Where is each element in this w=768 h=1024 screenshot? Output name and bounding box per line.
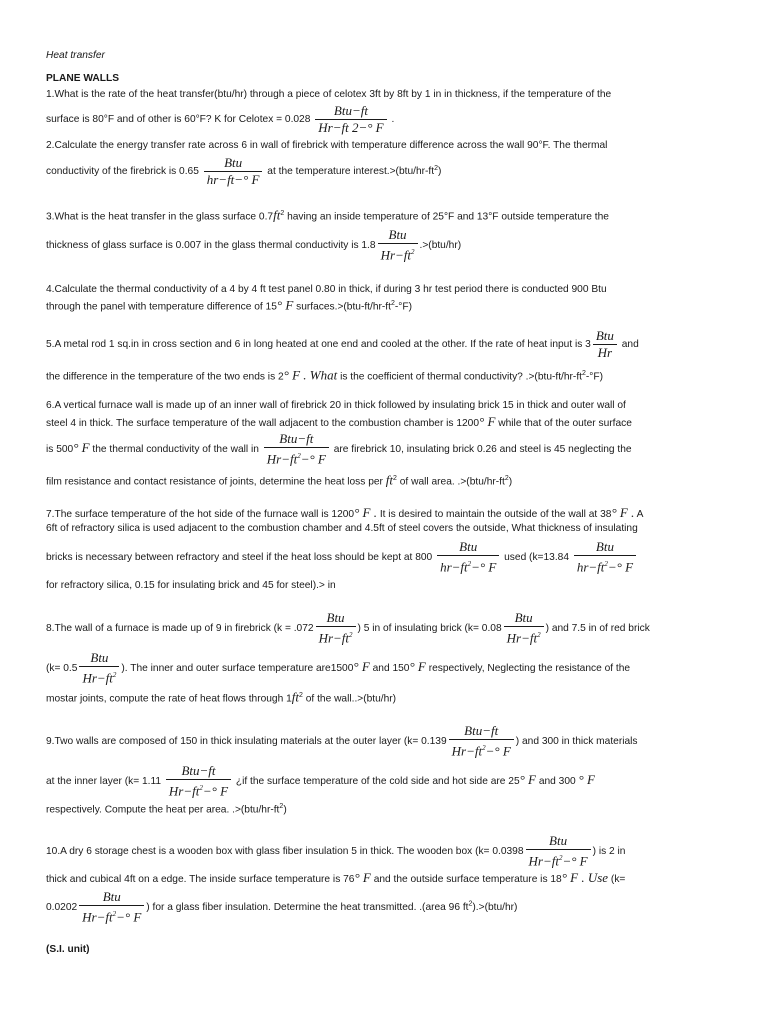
problem-5-line-2: the difference in the temperature of the two ends is 2° F . What is the coefficient of thermal conductivity? $.>(btu-ft/hr-ft^2-^\circ F)$ <box>46 367 603 383</box>
fraction: $\frac{\text{Btu−ft}}{Hr-ft 2-^\circ F}$ <box>315 104 386 135</box>
problem-9-line-1: 9.Two walls are composed of 150 in thick insulating materials at the outer layer (k= 0.139 $\frac{\text{Btu−ft}}{Hr-ft^2-^\circ F}$ ) and 300 in thick materials <box>46 723 638 759</box>
problem-7-line-1: 7.The surface temperature of the hot side of the furnace wall is 1200° F . It is desired to maintain the outside of the wall at 38° F . A <box>46 505 644 520</box>
fraction: $\frac{\text{Btu−ft}}{Hr-ft^2-^\circ F}$ <box>166 764 231 798</box>
fraction: $\frac{\text{Btu}}{Hr-ft^2-^\circ F}$ <box>526 834 591 868</box>
fraction: $\frac{\text{Btu}}{Hr}$ <box>593 329 617 360</box>
fraction: $\frac{\text{Btu}}{Hr-ft^2}$ <box>378 228 418 262</box>
problem-1-line-2: surface is 80°F and of other is 60°F? K for Celotex = 0.028 $\frac{\text{Btu−ft}}{Hr-ft 2-^\circ F}$ . <box>46 103 395 135</box>
problem-10-line-3: 0.0202 $\frac{\text{Btu}}{Hr-ft^2-^\circ F}$ ) for a glass fiber insulation. Determine the heat transmitted. .(area 96 $ft^2).>(btu/hr)$ <box>46 889 518 925</box>
problem-6-line-4: film resistance and contact resistance of joints, determine the heat loss per $ft^2$ of wall area. $.>(btu/hr-ft^2)$ <box>46 472 513 488</box>
problem-4-line-1: 4.Calculate the thermal conductivity of a 4 by 4 ft test panel 0.80 in thick, if during 3 hr test period there is conducted 900 Btu <box>46 284 607 295</box>
fraction: $\frac{\text{Btu}}{hr-ft^2-^\circ F}$ <box>437 540 499 574</box>
problem-2-line-1: 2.Calculate the energy transfer rate across 6 in wall of firebrick with temperature difference across the wall 90°F. The thermal <box>46 140 608 151</box>
fraction: $\frac{\text{Btu}}{Hr-ft^2}$ <box>79 651 119 685</box>
problem-10-line-2: thick and cubical 4ft on a edge. The inside surface temperature is 76° F and the outside surface temperature is 18° F . Use (k= <box>46 870 626 885</box>
fraction: $\frac{\text{Btu−ft}}{Hr-ft^2-^\circ F}$ <box>264 432 329 466</box>
page-title: Heat transfer <box>46 50 105 61</box>
fraction: $\frac{\text{Btu−ft}}{Hr-ft^2-^\circ F}$ <box>449 724 514 758</box>
problem-8-line-3: mostar joints, compute the rate of heat flows through $1ft^2$ of the wall..>(btu/hr) <box>46 689 397 705</box>
problem-5-line-1: 5.A metal rod 1 sq.in in cross section and 6 in long heated at one end and cooled at the other. If the rate of heat input is 3 $\frac{\text{Btu}}{Hr}$ and <box>46 328 639 360</box>
problem-8-line-1: 8.The wall of a furnace is made up of 9 in firebrick (k = .072 $\frac{\text{Btu}}{Hr-ft^2}$ ) 5 in of insulating brick (k= 0.08 $\frac{\text{Btu}}{Hr-ft^2}$ ) and 7.5 in of red brick <box>46 610 650 646</box>
problem-6-line-2: steel 4 in thick. The surface temperature of the wall adjacent to the combustion chamber is 1200° F while that of the outer surface <box>46 414 632 429</box>
fraction: $\frac{\text{Btu}}{hr-ft^2-^\circ F}$ <box>574 540 636 574</box>
problem-1-line-1: 1.What is the rate of the heat transfer(btu/hr) through a piece of celotex 3ft by 8ft by 1 in in thickness, if the temperature of the <box>46 89 612 100</box>
problem-4-line-2: through the panel with temperature difference of 15° F $surfaces.>(btu-ft/hr-ft^2-^\circ F)$ <box>46 297 412 313</box>
problem-3-line-1: 3.What is the heat transfer in the glass surface $0.7ft^2$ having an inside temperature of 25°F and 13°F outside temperature the <box>46 207 609 223</box>
problem-7-line-2: 6ft of refractory silica is used adjacent to the combustion chamber and 4.5ft of steel covers the outside, What thickness of insulating <box>46 523 638 534</box>
fraction: $\frac{\text{Btu}}{Hr-ft^2}$ <box>316 611 356 645</box>
problem-7-line-3: bricks is necessary between refractory and steel if the heat loss should be kept at 800 $\frac{\text{Btu}}{hr-ft^2-^\circ F}$ used (k=13.84 $\frac{\text{Btu}}{hr-ft^2-^\circ F}$ <box>46 540 638 574</box>
problem-3-line-2: thickness of glass surface is 0.007 in the glass thermal conductivity is 1.8 $\frac{\text{Btu}}{Hr-ft^2}$ .>(btu/hr) <box>46 227 462 263</box>
problem-10-line-1: 10.A dry 6 storage chest is a wooden box with glass fiber insulation 5 in thick. The wooden box (k= 0.0398 $\frac{\text{Btu}}{Hr-ft^2-^\circ F}$ ) is 2 in <box>46 833 626 869</box>
problem-6-line-3: is 500° F the thermal conductivity of the wall in $\frac{\text{Btu−ft}}{Hr-ft^2-^\circ F}$ are firebrick 10, insulating brick 0.26 and steel is 45 neglecting the <box>46 431 632 467</box>
problem-7-line-4: for refractory silica, 0.15 for insulating brick and 45 for steel).> in <box>46 580 336 591</box>
problem-2-line-2: conductivity of the firebrick is 0.65 $\frac{\text{Btu}}{hr-ft-^\circ F}$ at the temperature $interest.>(btu/hr-ft^2)$ <box>46 155 442 187</box>
section-heading: PLANE WALLS <box>46 73 120 84</box>
problem-9-line-2: at the inner layer (k= 1.11 $\frac{\text{Btu−ft}}{Hr-ft^2-^\circ F}$ ¿if the surface temperature of the cold side and hot side are 25° F and 300 ° F <box>46 763 595 799</box>
problem-8-line-2: (k= 0.5 $\frac{\text{Btu}}{Hr-ft^2}$ ). The inner and outer surface temperature are1500° F and 150° F respectively, Neglecting the resistance of the <box>46 650 631 686</box>
fraction: $\frac{\text{Btu}}{Hr-ft^2-^\circ F}$ <box>79 890 144 924</box>
footer-note: (S.I. unit) <box>46 944 90 955</box>
fraction: $\frac{\text{Btu}}{hr-ft-^\circ F}$ <box>204 156 263 187</box>
fraction: $\frac{\text{Btu}}{Hr-ft^2}$ <box>504 611 544 645</box>
problem-9-line-3: respectively. Compute the heat per area. $.>(btu/hr-ft^2)$ <box>46 803 287 816</box>
problem-6-line-1: 6.A vertical furnace wall is made up of an inner wall of firebrick 20 in thick followed by insulating brick 15 in thick and outer wall of <box>46 400 626 411</box>
